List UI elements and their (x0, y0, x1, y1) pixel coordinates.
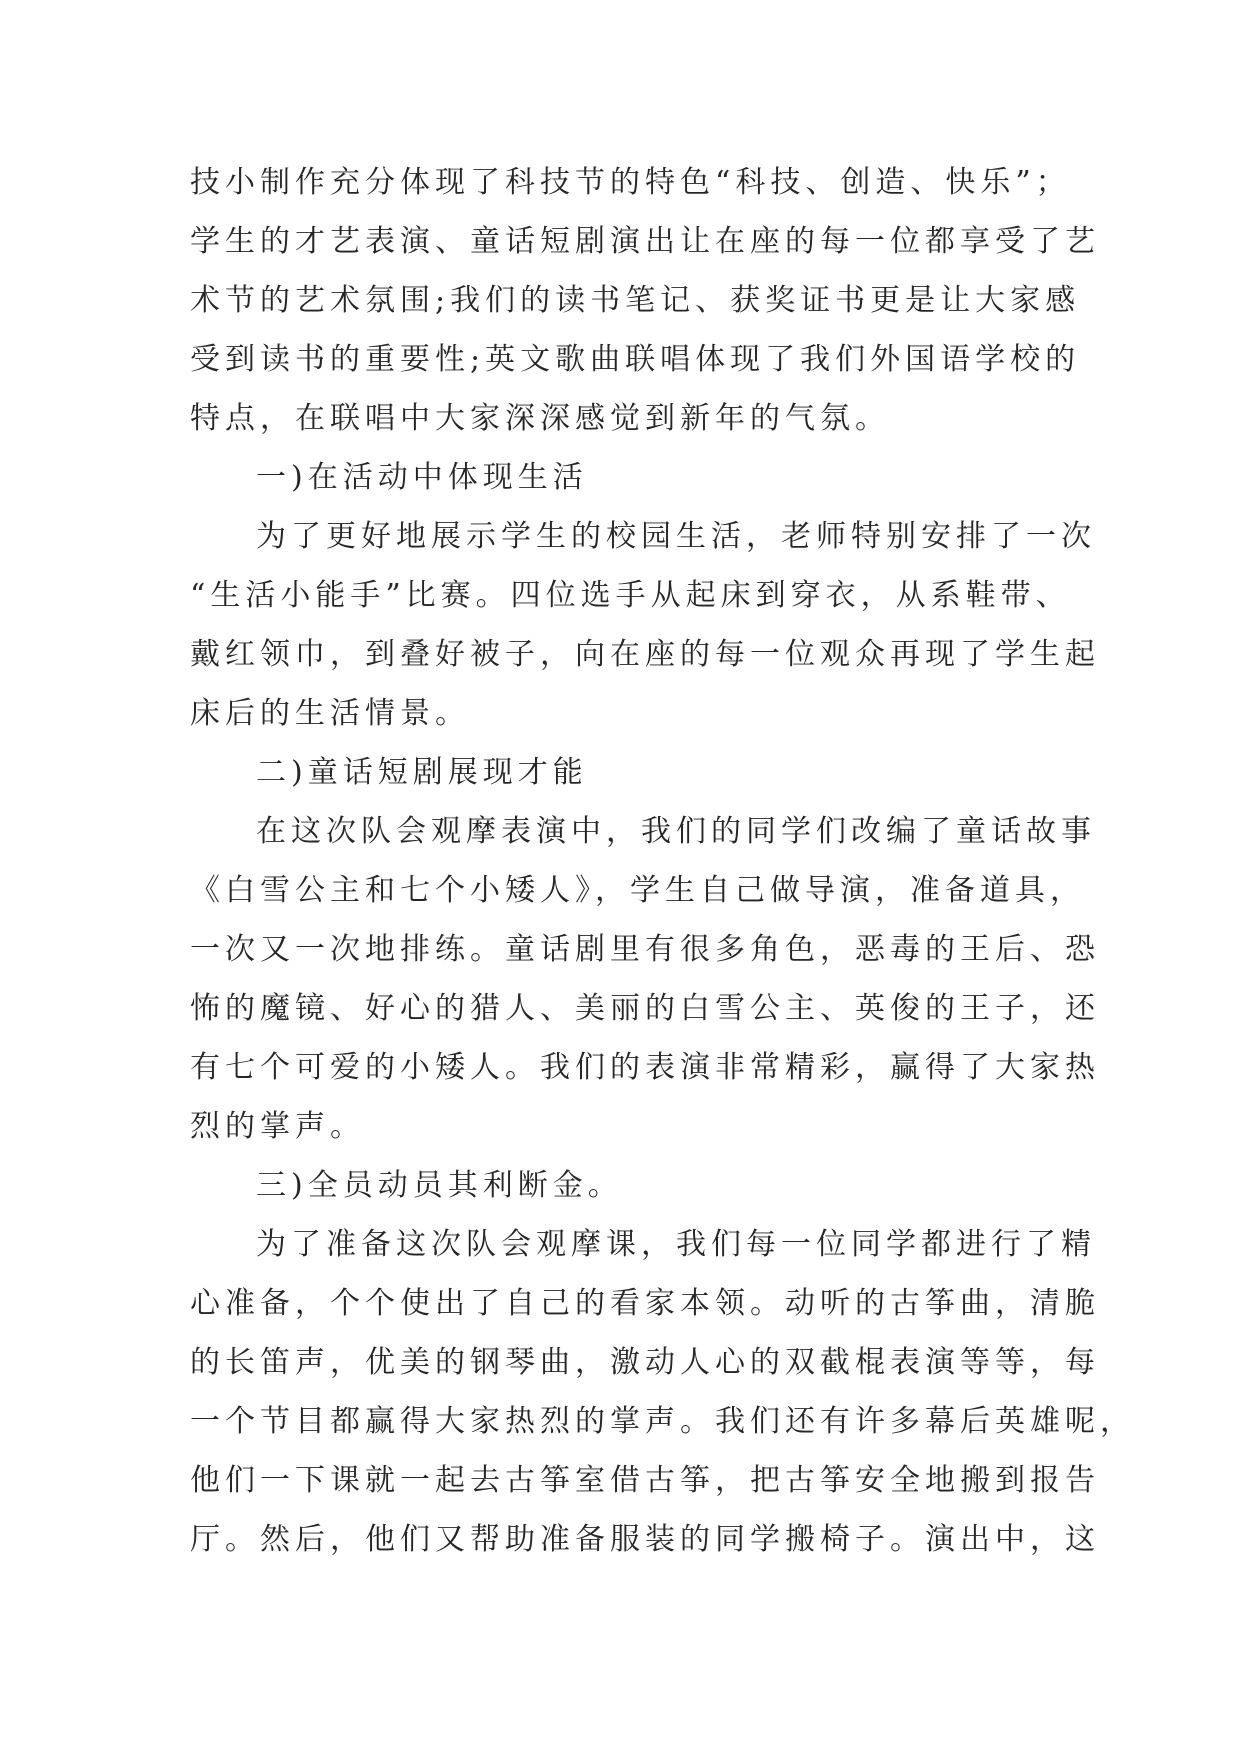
text-line: 床后的生活情景。 (190, 696, 470, 731)
text-line: 《白雪公主和七个小矮人》，学生自己做导演，准备道具， (190, 873, 1085, 908)
text-line: “生活小能手”比赛。四位选手从起床到穿衣，从系鞋带、 (190, 578, 1071, 613)
text-line: 一个节目都赢得大家热烈的掌声。我们还有许多幕后英雄呢， (190, 1404, 1135, 1439)
text-line: 技小制作充分体现了科技节的特色“科技、创造、快乐”； (190, 165, 1071, 200)
text-line: 厅。然后，他们又帮助准备服装的同学搬椅子。演出中，这 (190, 1522, 1100, 1557)
text-line: 的长笛声，优美的钢琴曲，激动人心的双截棍表演等等，每 (190, 1345, 1100, 1380)
text-line: 学生的才艺表演、童话短剧演出让在座的每一位都享受了艺 (190, 224, 1100, 259)
text-line: 特点，在联唱中大家深深感觉到新年的气氛。 (190, 401, 890, 436)
text-line: 戴红领巾，到叠好被子，向在座的每一位观众再现了学生起 (190, 637, 1100, 672)
section-heading-1: 一)在活动中体现生活 (256, 460, 588, 495)
section-heading-3: 三)全员动员其利断金。 (256, 1168, 623, 1203)
text-line: 术节的艺术氛围;我们的读书笔记、获奖证书更是让大家感 (190, 283, 1081, 318)
text-line: 一次又一次地排练。童话剧里有很多角色，恶毒的王后、恐 (190, 932, 1100, 967)
text-line: 在这次队会观摩表演中，我们的同学们改编了童话故事 (256, 814, 1096, 849)
document-body (190, 153, 1135, 1569)
text-line: 他们一下课就一起去古筝室借古筝，把古筝安全地搬到报告 (190, 1463, 1100, 1498)
text-line: 怖的魔镜、好心的猎人、美丽的白雪公主、英俊的王子，还 (190, 991, 1100, 1026)
text-line: 烈的掌声。 (190, 1109, 365, 1144)
text-line: 有七个可爱的小矮人。我们的表演非常精彩，赢得了大家热 (190, 1050, 1100, 1085)
text-line: 受到读书的重要性;英文歌曲联唱体现了我们外国语学校的 (190, 342, 1081, 377)
text-line: 心准备，个个使出了自己的看家本领。动听的古筝曲，清脆 (190, 1286, 1100, 1321)
text-line: 为了准备这次队会观摩课，我们每一位同学都进行了精 (256, 1227, 1096, 1262)
text-line: 为了更好地展示学生的校园生活，老师特别安排了一次 (256, 519, 1096, 554)
section-heading-2: 二)童话短剧展现才能 (256, 755, 588, 790)
